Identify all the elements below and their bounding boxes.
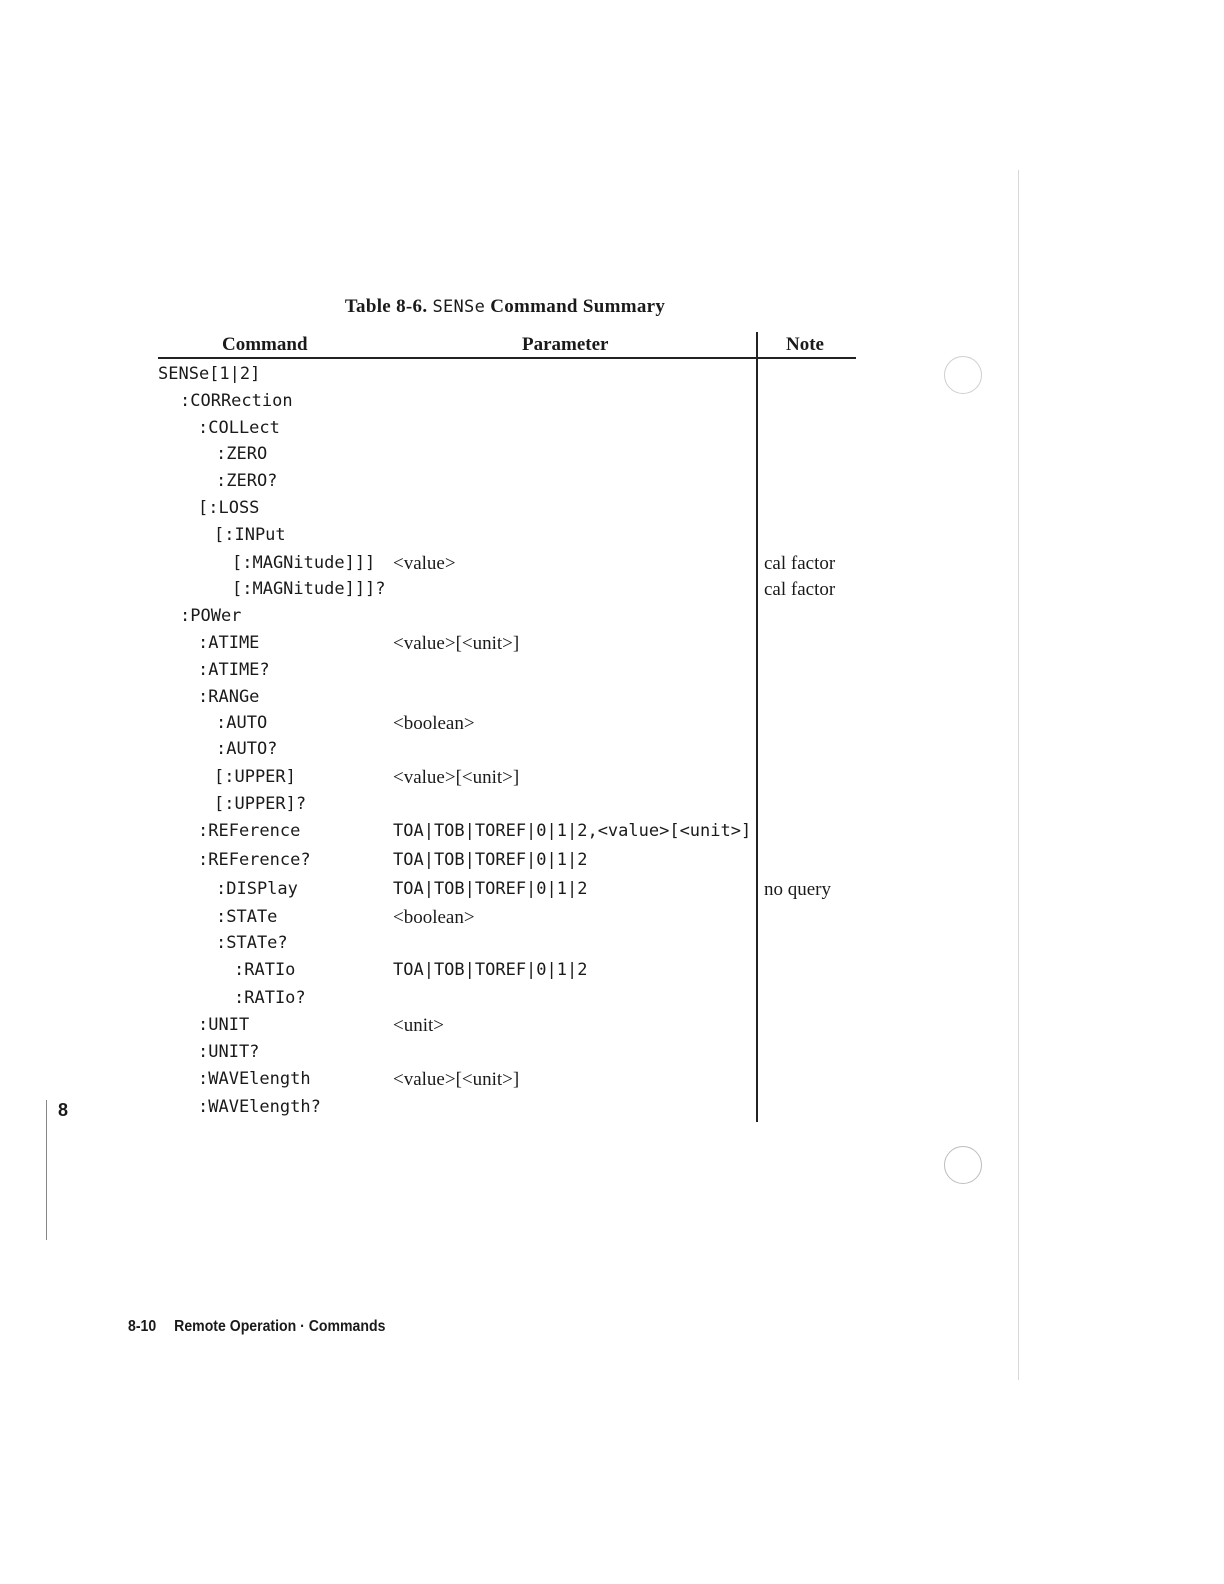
command-cell: :RATIo? [234, 988, 306, 1008]
header-command: Command [222, 334, 308, 355]
command-cell: :WAVElength? [198, 1097, 321, 1117]
command-cell: :REFerence? [198, 850, 311, 870]
table-row [0, 850, 1000, 876]
table-row [0, 1015, 1000, 1041]
table-row [0, 960, 1000, 986]
parameter-cell: <boolean> [393, 907, 475, 928]
command-cell: :ZERO? [216, 471, 278, 491]
command-cell: :UNIT? [198, 1042, 260, 1062]
parameter-cell: <value>[<unit>] [393, 1069, 520, 1090]
command-cell: [:INPut [214, 525, 286, 545]
table-row [0, 418, 1000, 444]
command-cell: [:UPPER]? [214, 794, 307, 814]
page-footer [128, 1318, 385, 1336]
command-cell: :AUTO? [216, 739, 278, 759]
header-parameter: Parameter [522, 334, 609, 355]
command-cell: [:MAGNitude]]]? [232, 579, 386, 599]
header-note: Note [786, 334, 824, 355]
command-cell: SENSe[1|2] [158, 364, 261, 384]
note-cell: no query [764, 879, 832, 900]
table-row [0, 687, 1000, 713]
table-row [0, 633, 1000, 659]
note-cell: cal factor [764, 579, 836, 600]
table-row [0, 579, 1000, 605]
chapter-tab-line [46, 1100, 47, 1240]
parameter-cell: <value> [393, 553, 456, 574]
table-row [0, 471, 1000, 497]
command-cell: :AUTO [216, 713, 268, 733]
parameter-cell: <value>[<unit>] [393, 767, 520, 788]
parameter-cell: TOA|TOB|TOREF|0|1|2 [393, 879, 588, 899]
binder-edge-line [1018, 170, 1019, 1380]
command-cell: :ZERO [216, 444, 268, 464]
table-row [0, 1042, 1000, 1068]
command-cell: :RANGe [198, 687, 260, 707]
command-cell: :ATIME [198, 633, 260, 653]
command-cell: :STATe? [216, 933, 288, 953]
parameter-cell: <value>[<unit>] [393, 633, 520, 654]
table-row [0, 498, 1000, 524]
table-title-prefix: Table 8-6. [344, 296, 428, 317]
command-cell: :CORRection [180, 391, 293, 411]
table-row [0, 1069, 1000, 1095]
table-title-keyword: SENSe [432, 297, 486, 317]
parameter-cell: TOA|TOB|TOREF|0|1|2 [393, 960, 588, 980]
table-row [0, 821, 1000, 847]
table-row [0, 879, 1000, 905]
command-cell: :WAVElength [198, 1069, 311, 1089]
parameter-cell: TOA|TOB|TOREF|0|1|2 [393, 850, 588, 870]
command-cell: :UNIT [198, 1015, 250, 1035]
parameter-cell: <boolean> [393, 713, 475, 734]
binder-hole-bottom [944, 1146, 982, 1184]
command-cell: :ATIME? [198, 660, 270, 680]
table-row [0, 907, 1000, 933]
command-cell: :RATIo [234, 960, 296, 980]
command-cell: [:MAGNitude]]] [232, 553, 376, 573]
table-row [0, 444, 1000, 470]
table-row [0, 606, 1000, 632]
table-row [0, 525, 1000, 551]
footer-section: Remote Operation · Commands [174, 1318, 386, 1335]
table-title [0, 296, 1010, 318]
parameter-cell: <unit> [393, 1015, 444, 1036]
chapter-tab: 8 [58, 1100, 69, 1120]
command-cell: :POWer [180, 606, 242, 626]
table-row [0, 1097, 1000, 1123]
table-row [0, 713, 1000, 739]
table-row [0, 739, 1000, 765]
table-row [0, 553, 1000, 579]
command-cell: [:UPPER] [214, 767, 296, 787]
table-title-suffix: Command Summary [490, 296, 666, 317]
command-cell: :REFerence [198, 821, 301, 841]
table-row [0, 660, 1000, 686]
table-row [0, 391, 1000, 417]
table-row [0, 767, 1000, 793]
table-row [0, 794, 1000, 820]
command-cell: :DISPlay [216, 879, 298, 899]
command-cell: [:LOSS [198, 498, 260, 518]
command-cell: :STATe [216, 907, 278, 927]
table-row [0, 364, 1000, 390]
table-row [0, 933, 1000, 959]
parameter-cell: TOA|TOB|TOREF|0|1|2,<value>[<unit>] [393, 821, 752, 841]
page-number: 8-10 [128, 1318, 157, 1335]
header-rule [158, 357, 856, 359]
note-cell: cal factor [764, 553, 836, 574]
table-row [0, 988, 1000, 1014]
command-cell: :COLLect [198, 418, 280, 438]
